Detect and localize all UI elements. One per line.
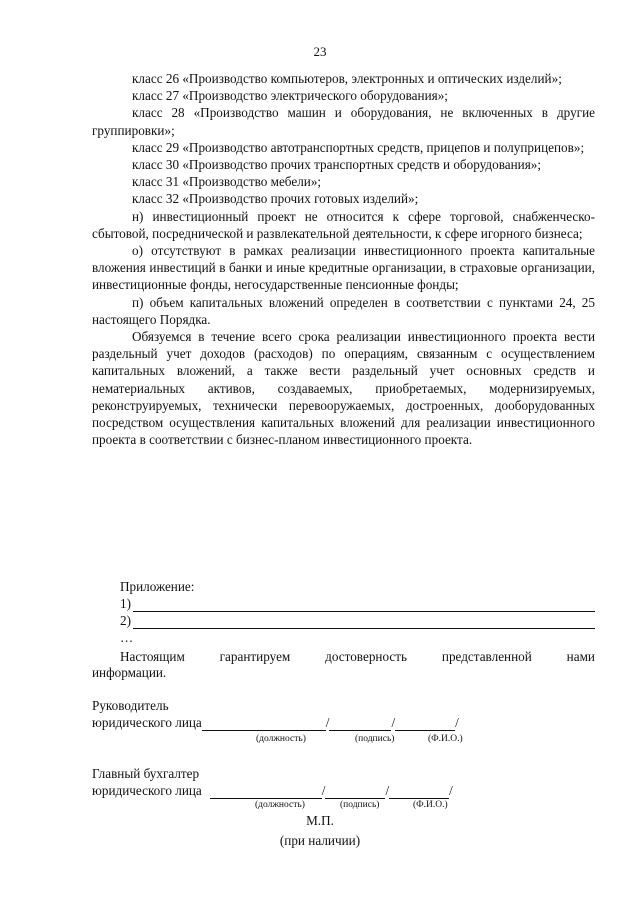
signature-accountant-title-1: Главный бухгалтер xyxy=(92,766,200,781)
paragraph-class-28: класс 28 «Производство машин и оборудования, не включенных в другие группировки»; xyxy=(92,105,595,138)
slash: / xyxy=(449,783,453,798)
head-signature-field[interactable] xyxy=(329,718,391,731)
head-position-field[interactable] xyxy=(202,718,326,731)
accountant-position-field[interactable] xyxy=(210,786,322,799)
paragraph-o: о) отсутствуют в рамках реализации инвестиционного проекта капитальные вложения инвестиций в банки и иные кредитные организации, в страховые организации, инвестиционные фонды, негосударственные пенсионные фонды; xyxy=(92,243,595,293)
attachment-line-2[interactable] xyxy=(120,612,595,629)
attachment-item-2-label: 2) xyxy=(120,613,131,628)
attachment-line-1[interactable] xyxy=(120,595,595,612)
slash: / xyxy=(321,783,326,798)
signature-head-title-2: юридического лица xyxy=(92,715,202,730)
attachment-item-1-field[interactable] xyxy=(133,598,595,612)
paragraph-class-29: класс 29 «Производство автотранспортных средств, прицепов и полуприцепов»; xyxy=(132,139,585,155)
accountant-signature-field[interactable] xyxy=(325,786,385,799)
accountant-caption-signature: (подпись) xyxy=(340,800,380,810)
stamp-note: (при наличии) xyxy=(279,833,361,848)
signature-accountant xyxy=(92,765,453,799)
head-name-field[interactable] xyxy=(395,718,455,731)
paragraph-p: п) объем капитальных вложений определен в соответствии с пунктами 24, 25 настоящего Порядка. xyxy=(92,294,595,327)
attachment-ellipsis: … xyxy=(120,630,134,645)
attachment-block xyxy=(120,578,595,646)
guarantee-line-2: информации. xyxy=(92,665,167,680)
page-number: 23 xyxy=(313,44,327,59)
signature-head xyxy=(92,697,459,731)
head-caption-name: (Ф.И.О.) xyxy=(428,734,463,744)
paragraph-class-27: класс 27 «Производство электрического оборудования»; xyxy=(132,88,448,104)
paragraph-class-32: класс 32 «Производство прочих готовых изделий»; xyxy=(132,191,419,207)
signature-head-title-1: Руководитель xyxy=(92,698,169,713)
attachment-item-2-field[interactable] xyxy=(133,615,595,629)
paragraph-obligation: Обязуемся в течение всего срока реализации инвестиционного проекта вести раздельный учет доходов (расходов) по операциям, связанным с осуществлением капитальных вложений, а также вести раздельный учет основных средств и нематериальных активов, создаваемых, приобретаемых, модернизируемых, реконструируемых, технически перевооружаемых, достроенных, дооборудованных посредством осуществления капитальных вложений для реализации инвестиционного проекта в соответствии с бизнес-планом инвестиционного проекта. xyxy=(92,329,595,448)
body-text xyxy=(92,70,595,448)
accountant-caption-position: (должность) xyxy=(255,800,305,810)
slash: / xyxy=(391,715,396,730)
head-caption-position: (должность) xyxy=(256,734,306,744)
stamp-label: М.П. xyxy=(306,813,334,828)
paragraph-class-30: класс 30 «Производство прочих транспортных средств и оборудования»; xyxy=(132,157,542,173)
slash: / xyxy=(325,715,330,730)
slash: / xyxy=(385,783,390,798)
guarantee-line-1: Настоящим гарантируем достоверность представленной нами xyxy=(120,649,595,664)
signature-accountant-title-2: юридического лица xyxy=(92,783,202,798)
paragraph-class-26: класс 26 «Производство компьютеров, электронных и оптических изделий»; xyxy=(132,71,562,86)
accountant-name-field[interactable] xyxy=(389,786,449,799)
slash: / xyxy=(455,715,459,730)
paragraph-class-31: класс 31 «Производство мебели»; xyxy=(132,174,322,190)
attachment-title: Приложение: xyxy=(120,579,195,594)
accountant-caption-name: (Ф.И.О.) xyxy=(413,800,448,810)
paragraph-n: н) инвестиционный проект не относится к сфере торговой, снабженческо-сбытовой, посреднической и развлекательной деятельности, к сфере игорного бизнеса; xyxy=(92,208,595,241)
head-caption-signature: (подпись) xyxy=(355,734,395,744)
attachment-item-1-label: 1) xyxy=(120,596,131,611)
